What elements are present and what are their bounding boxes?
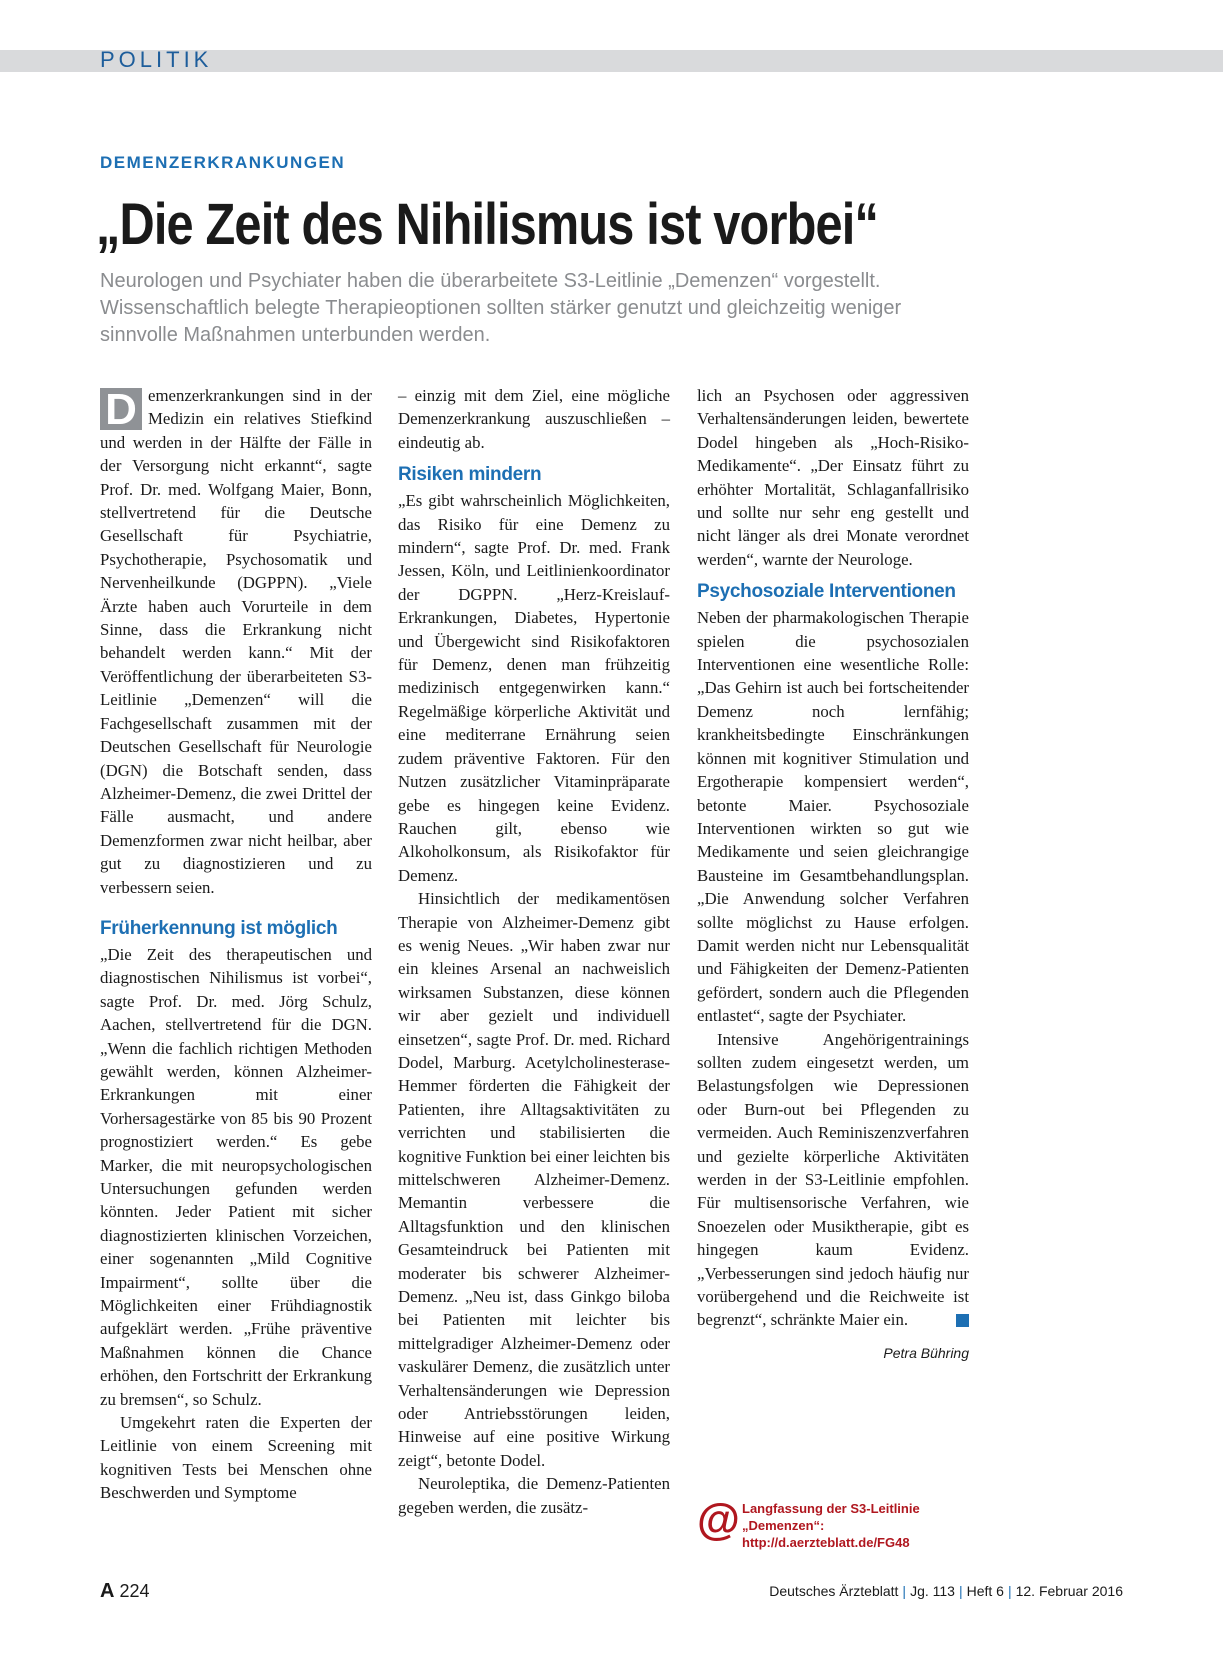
info-line: „Demenzen“:	[742, 1518, 825, 1533]
subheading-risiken: Risiken mindern	[398, 464, 542, 486]
article-headline: „Die Zeit des Nihilismus ist vorbei“	[96, 192, 878, 257]
publication-footer	[769, 1583, 1123, 1599]
article-column-1	[100, 384, 372, 1505]
article-kicker: DEMENZERKRANKUNGEN	[100, 153, 346, 172]
article-paragraph: D emenzerkrankungen sind in der Medizin ein relatives Stiefkind und werden in der Hälfte der Fälle in der Versorgung nicht erkannt“, sagte Prof. Dr. med. Wolfgang Maier, Bonn, stellvertretend für die Deutsche Gesellschaft für Psychiatrie, Psychotherapie, Psychosomatik und Nervenheilkunde (DGPPN). „Viele Ärzte haben auch Vorurteile in dem Sinne, dass die Erkrankung nicht behandelt werden kann.“ Mit der Veröffentlichung der überarbeiteten S3-Leitlinie „Demenzen“ will die Fachgesellschaft zusammen mit der Deutschen Gesellschaft für Neurologie (DGN) die Botschaft senden, dass Alzheimer-Demenz, die zwei Drittel der Fälle ausmacht, und andere Demenzformen zwar nicht heilbar, aber gut zu diagnostizieren und zu verbessern seien.	[100, 385, 372, 897]
subheading-frueherkennung: Früherkennung ist möglich	[100, 917, 338, 939]
article-paragraph: lich an Psychosen oder aggressiven Verhaltensänderungen leiden, bewertete Dodel hingeben als „Hoch-Risiko-Medikamente“. „Der Einsatz führt zu erhöhter Mortalität, Schlaganfallrisiko und sollte nur sehr eng gestellt und nicht länger als drei Monate verordnet werden“, warnte der Neurologe.	[697, 386, 969, 569]
publication-name: Deutsches Ärzteblatt	[769, 1583, 899, 1599]
article-paragraph: Hinsichtlich der medikamentösen Therapie von Alzheimer-Demenz gibt es wenig Neues. „Wir haben zwar nur ein kleines Arsenal an nachweislich wirksamen Substanzen, diese können wir aber gezielt und individuell einsetzen“, sagte Prof. Dr. med. Richard Dodel, Marburg. Acetylcholinesterase-Hemmer förderten die Fähigkeit der Patienten, ihre Alltagsaktivitäten zu verrichten und stabilisierten die kognitive Funktion bei einer leichten bis mittelschweren Alzheimer-Demenz. Memantin verbessere die Alltagsfunktion und den klinischen Gesamteindruck bei Patienten mit moderater bis schwerer Alzheimer-Demenz. „Neu ist, dass Ginkgo biloba bei Patienten mit leichter bis mittelgradiger Alzheimer-Demenz oder vaskulärer Demenz, die zusätzlich unter Verhaltensänderungen wie Depression oder Antriebsstörungen leiden, Hinweise auf eine positive Wirkung zeigt“, betonte Dodel.	[398, 889, 670, 1470]
footer-separator: |	[902, 1583, 907, 1599]
article-paragraph: Neuroleptika, die Demenz-Patienten gegeben werden, die zusätz-	[398, 1474, 670, 1517]
article-paragraph: – einzig mit dem Ziel, eine mögliche Demenzerkrankung auszuschließen – eindeutig ab.	[398, 386, 670, 452]
publication-date: 12. Februar 2016	[1015, 1583, 1123, 1599]
article-paragraph: Umgekehrt raten die Experten der Leitlinie von einem Screening mit kognitiven Tests bei Menschen ohne Beschwerden und Symptome	[100, 1413, 372, 1503]
subheading-psychosozial: Psychosoziale Interventionen	[697, 581, 956, 603]
info-box	[697, 1495, 969, 1560]
article-paragraph: Neben der pharmakologischen Therapie spielen die psychosozialen Interventionen eine wesentliche Rolle: „Das Gehirn ist auch bei fortscheitender Demenz noch lernfähig; krankheitsbedingte Einschränkungen können mit kognitiver Stimulation und Ergotherapie kompensiert werden“, betonte Maier. Psychosoziale Interventionen wirkten so gut wie Medikamente und seien gleichrangige Bausteine im Gesamtbehandlungsplan. „Die Anwendung solcher Verfahren sollte möglichst zu Hause erfolgen. Damit werden nicht nur Lebensqualität und Fähigkeiten der Demenz-Patienten gefördert, sondern auch die Pflegenden entlastet“, sagte der Psychiater.	[697, 608, 969, 1026]
drop-cap: D	[100, 388, 142, 430]
section-label: POLITIK	[100, 47, 213, 72]
at-sign-icon: @	[697, 1495, 740, 1544]
page-letter: A	[100, 1580, 115, 1602]
article-column-3	[697, 384, 969, 1365]
article-standfirst: Neurologen und Psychiater haben die überarbeitete S3-Leitlinie „Demenzen“ vorgestellt. Wissenschaftlich belegte Therapieoptionen sollten stärker genutzt und gleichzeitig weniger sinnvolle Maßnahmen unterbunden werden.	[100, 270, 902, 346]
info-line: Langfassung der S3-Leitlinie	[742, 1501, 920, 1516]
publication-issue: Heft 6	[966, 1583, 1004, 1599]
footer-separator: |	[958, 1583, 963, 1599]
article-paragraph: „Die Zeit des therapeutischen und diagnostischen Nihilismus ist vorbei“, sagte Prof. Dr. med. Jörg Schulz, Aachen, stellvertretend für die DGN. „Wenn die fachlich richtigen Methoden gewählt werden, können Alzheimer-Erkrankungen mit einer Vorhersagestärke von 85 bis 90 Prozent prognostiziert werden.“ Es gebe Marker, die mit neuropsychologischen Untersuchungen gefunden werden könnten. Jeder Patient mit sicher diagnostizierten klinischen Vorzeichen, einer sogenannten „Mild Cognitive Impairment“, sollte über die Möglichkeiten einer Frühdiagnostik aufgeklärt werden. „Frühe präventive Maßnahmen können die Chance erhöhen, den Fortschritt der Erkrankung zu bremsen“, so Schulz.	[100, 944, 372, 1409]
info-text	[742, 1500, 920, 1551]
publication-volume: Jg. 113	[910, 1583, 955, 1599]
footer-separator: |	[1007, 1583, 1012, 1599]
page-number	[100, 1580, 150, 1603]
info-link[interactable]: http://d.aerzteblatt.de/FG48	[742, 1535, 910, 1550]
article-paragraph: „Es gibt wahrscheinlich Möglichkeiten, das Risiko für eine Demenz zu mindern“, sagte Prof. Dr. med. Frank Jessen, Köln, und Leitlinienkoordinator der DGPPN. „Herz-Kreislauf-Erkrankungen, Diabetes, Hypertonie und Übergewicht sind Risikofaktoren für Demenz, denen man frühzeitig medizinisch entgegenwirken kann.“ Regelmäßige körperliche Aktivität und eine mediterrane Ernährung seien zudem präventive Faktoren. Für den Nutzen zusätzlicher Vitaminpräparate gebe es hingegen keine Evidenz. Rauchen gilt, ebenso wie Alkoholkonsum, als Risikofaktor für Demenz.	[398, 491, 670, 885]
article-column-2	[398, 384, 670, 1519]
end-mark-icon	[956, 1314, 969, 1327]
page-number-value: 224	[119, 1581, 150, 1601]
article-paragraph: Intensive Angehörigentrainings sollten zudem eingesetzt werden, um Belastungsfolgen wie Depressionen oder Burn-out bei Pflegenden zu vermeiden. Auch Reminiszenzverfahren und gezielte körperliche Aktivitäten werden in der S3-Leitlinie empfohlen. Für multisensorische Verfahren, wie Snoezelen oder Musiktherapie, gibt es hingegen kaum Evidenz. „Verbesserungen sind jedoch häufig nur vorübergehend und die Reichweite ist begrenzt“, schränkte Maier ein.	[697, 1029, 969, 1330]
article-author: Petra Bühring	[883, 1344, 969, 1361]
